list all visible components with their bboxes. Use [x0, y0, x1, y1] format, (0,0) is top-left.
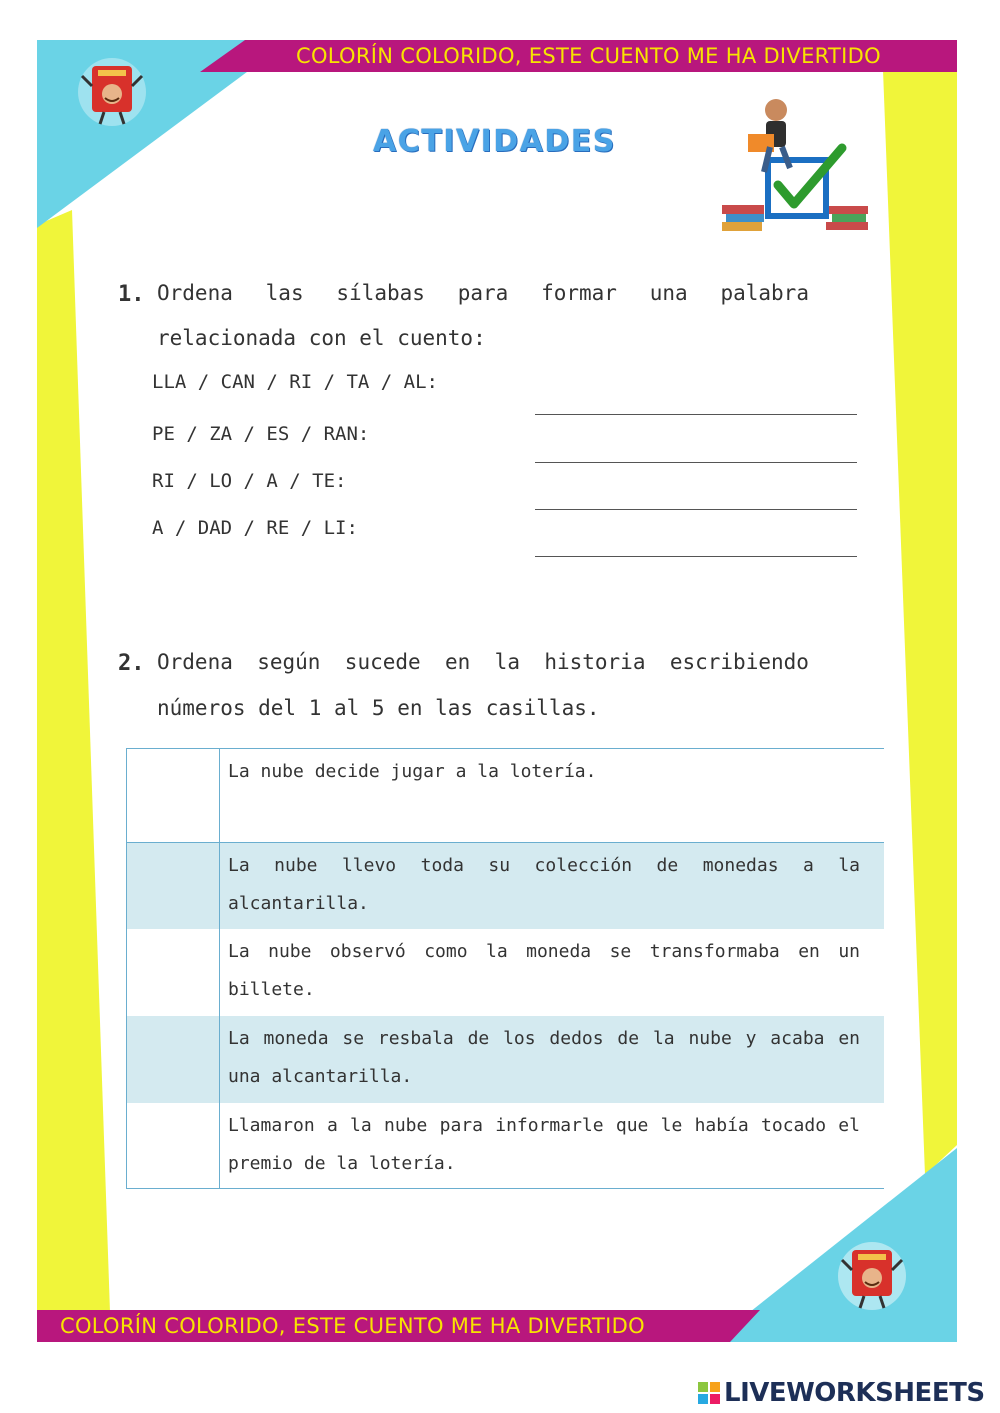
- liveworksheets-logo: [698, 1378, 985, 1408]
- word: según: [257, 650, 321, 674]
- reading-checkmark-illustration: [722, 99, 868, 231]
- word: formar: [541, 281, 617, 305]
- answer-input-2[interactable]: [535, 462, 857, 463]
- syllables-2: PE / ZA / ES / RAN:: [152, 423, 370, 445]
- event-text: La nube observó como la moneda se transformaba en un billete.: [228, 941, 860, 1000]
- event-text: La nube decide jugar a la lotería.: [228, 761, 597, 782]
- question-1-line-1: [157, 281, 809, 305]
- order-number-input[interactable]: [127, 929, 220, 1016]
- syllables-3: RI / LO / A / TE:: [152, 470, 347, 492]
- word: sílabas: [336, 281, 425, 305]
- order-number-input[interactable]: [127, 843, 220, 929]
- syllables-4: A / DAD / RE / LI:: [152, 517, 358, 539]
- table-row: [127, 749, 884, 843]
- banner-top-text: COLORÍN COLORIDO, ESTE CUENTO ME HA DIVERTIDO: [296, 44, 881, 68]
- yellow-border-left: [37, 210, 110, 1312]
- word: para: [457, 281, 509, 305]
- banner-bottom-text: COLORÍN COLORIDO, ESTE CUENTO ME HA DIVERTIDO: [60, 1314, 645, 1338]
- book-mascot-icon: [838, 1242, 906, 1310]
- event-text: La moneda se resbala de los dedos de la nube y acaba en una alcantarilla.: [228, 1028, 860, 1087]
- question-1-line-2: relacionada con el cuento:: [157, 326, 486, 350]
- table-row: [127, 929, 884, 1016]
- word: Ordena: [157, 650, 233, 674]
- order-number-input[interactable]: [127, 1016, 220, 1103]
- question-1-number: 1.: [118, 282, 145, 307]
- page-title: ACTIVIDADES: [373, 124, 616, 159]
- word: historia: [544, 650, 646, 674]
- word: sucede: [344, 650, 421, 674]
- event-text: La nube llevo toda su colección de monedas a la alcantarilla.: [228, 855, 860, 914]
- word: escribiendo: [669, 650, 809, 674]
- word: la: [494, 650, 520, 674]
- table-row: [127, 1016, 884, 1103]
- table-row: [127, 1103, 884, 1188]
- order-number-input[interactable]: [127, 1103, 220, 1188]
- brand-name: LIVEWORKSHEETS: [724, 1378, 985, 1408]
- question-2-number: 2.: [118, 651, 145, 676]
- ordering-table: [126, 748, 884, 1189]
- word: en: [445, 650, 471, 674]
- book-mascot-icon: [78, 58, 146, 126]
- syllables-1: LLA / CAN / RI / TA / AL:: [152, 371, 438, 393]
- liveworksheets-mark-icon: [698, 1382, 720, 1404]
- order-number-input[interactable]: [127, 749, 220, 842]
- answer-input-1[interactable]: [535, 414, 857, 415]
- word: las: [265, 281, 304, 305]
- answer-input-4[interactable]: [535, 556, 857, 557]
- yellow-border-right: [883, 70, 957, 1175]
- word: una: [649, 281, 688, 305]
- word: palabra: [720, 281, 809, 305]
- question-2-line-1: [157, 650, 809, 674]
- event-text: Llamaron a la nube para informarle que le había tocado el premio de la lotería.: [228, 1115, 860, 1174]
- word: Ordena: [157, 281, 233, 305]
- table-row: [127, 843, 884, 929]
- answer-input-3[interactable]: [535, 509, 857, 510]
- question-2-line-2: números del 1 al 5 en las casillas.: [157, 696, 600, 720]
